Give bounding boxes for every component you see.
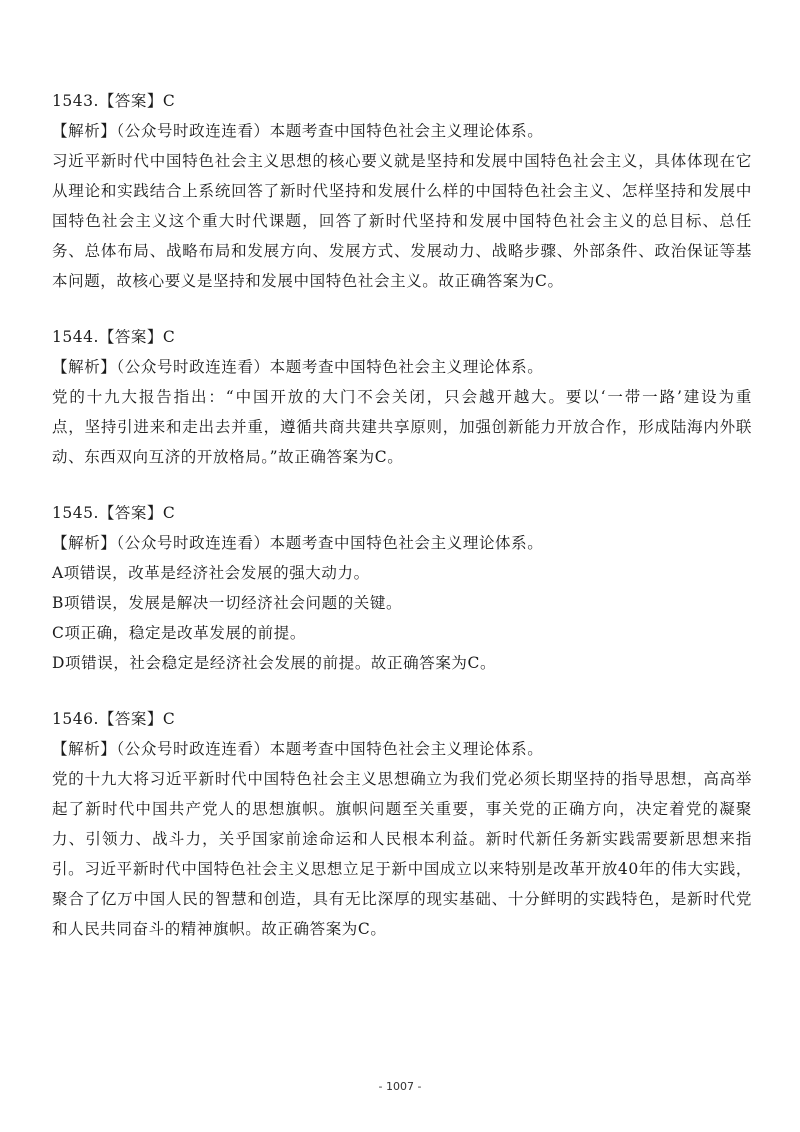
answer-entry-1544 xyxy=(52,322,752,472)
answer-label: 【答案】 xyxy=(98,328,163,346)
analysis-line: 引。习近平新时代中国特色社会主义思想立足于新中国成立以来特别是改革开放40年的伟大实践， xyxy=(52,860,752,878)
question-number: 1544. xyxy=(52,328,99,346)
entry-header xyxy=(52,322,752,352)
analysis-line: 【解析】（公众号时政连连看）本题考查中国特色社会主义理论体系。 xyxy=(52,740,544,758)
analysis-line: C项正确，稳定是改革发展的前提。 xyxy=(52,624,306,642)
analysis-line: 【解析】（公众号时政连连看）本题考查中国特色社会主义理论体系。 xyxy=(52,534,544,552)
analysis-line: 起了新时代中国共产党人的思想旗帜。旗帜问题至关重要，事关党的正确方向，决定着党的凝聚 xyxy=(52,800,752,818)
entry-header xyxy=(52,704,752,734)
analysis-line: A项错误，改革是经济社会发展的强大动力。 xyxy=(52,564,370,582)
answer-label: 【答案】 xyxy=(98,710,163,728)
answer-label: 【答案】 xyxy=(98,504,163,522)
question-number: 1545. xyxy=(52,504,99,522)
question-number: 1543. xyxy=(52,92,99,110)
answer-entry-1546 xyxy=(52,704,752,944)
analysis-line: 习近平新时代中国特色社会主义思想的核心要义就是坚持和发展中国特色社会主义，具体体现在它 xyxy=(52,152,752,170)
analysis-line: 国特色社会主义这个重大时代课题，回答了新时代坚持和发展中国特色社会主义的总目标、总任 xyxy=(52,212,752,230)
analysis-line: 党的十九大将习近平新时代中国特色社会主义思想确立为我们党必须长期坚持的指导思想，高高举 xyxy=(52,770,752,788)
analysis-line: 和人民共同奋斗的精神旗帜。故正确答案为C。 xyxy=(52,920,387,938)
analysis-line: 【解析】（公众号时政连连看）本题考查中国特色社会主义理论体系。 xyxy=(52,358,544,376)
question-number: 1546. xyxy=(52,710,99,728)
answer-value: C xyxy=(162,504,176,522)
analysis-line: 点，坚持引进来和走出去并重，遵循共商共建共享原则，加强创新能力开放合作，形成陆海内外联 xyxy=(52,418,752,436)
analysis-line: 力、引领力、战斗力，关乎国家前途命运和人民根本利益。新时代新任务新实践需要新思想来指 xyxy=(52,830,752,848)
analysis-line: 党的十九大报告指出：“中国开放的大门不会关闭，只会越开越大。要以‘一带一路’建设为重 xyxy=(52,388,752,406)
page-number: - 1007 - xyxy=(378,1080,422,1093)
analysis-line: D项错误，社会稳定是经济社会发展的前提。故正确答案为C。 xyxy=(52,654,497,672)
answer-label: 【答案】 xyxy=(98,92,163,110)
answer-value: C xyxy=(162,328,176,346)
entry-header xyxy=(52,86,752,116)
analysis-line: 动、东西双向互济的开放格局。”故正确答案为C。 xyxy=(52,448,404,466)
answer-entry-1545 xyxy=(52,498,752,678)
analysis-line: 本问题，故核心要义是坚持和发展中国特色社会主义。故正确答案为C。 xyxy=(52,272,564,290)
analysis-line: B项错误，发展是解决一切经济社会问题的关键。 xyxy=(52,594,403,612)
answer-entry-1543 xyxy=(52,86,752,296)
analysis-line: 从理论和实践结合上系统回答了新时代坚持和发展什么样的中国特色社会主义、怎样坚持和发展中 xyxy=(52,182,752,200)
analysis-line: 【解析】（公众号时政连连看）本题考查中国特色社会主义理论体系。 xyxy=(52,122,544,140)
analysis-line: 务、总体布局、战略布局和发展方向、发展方式、发展动力、战略步骤、外部条件、政治保证等基 xyxy=(52,242,752,260)
answer-value: C xyxy=(162,92,176,110)
entry-header xyxy=(52,498,752,528)
answer-value: C xyxy=(162,710,176,728)
analysis-line: 聚合了亿万中国人民的智慧和创造，具有无比深厚的现实基础、十分鲜明的实践特色，是新时代党 xyxy=(52,890,752,908)
document-body xyxy=(52,86,752,970)
